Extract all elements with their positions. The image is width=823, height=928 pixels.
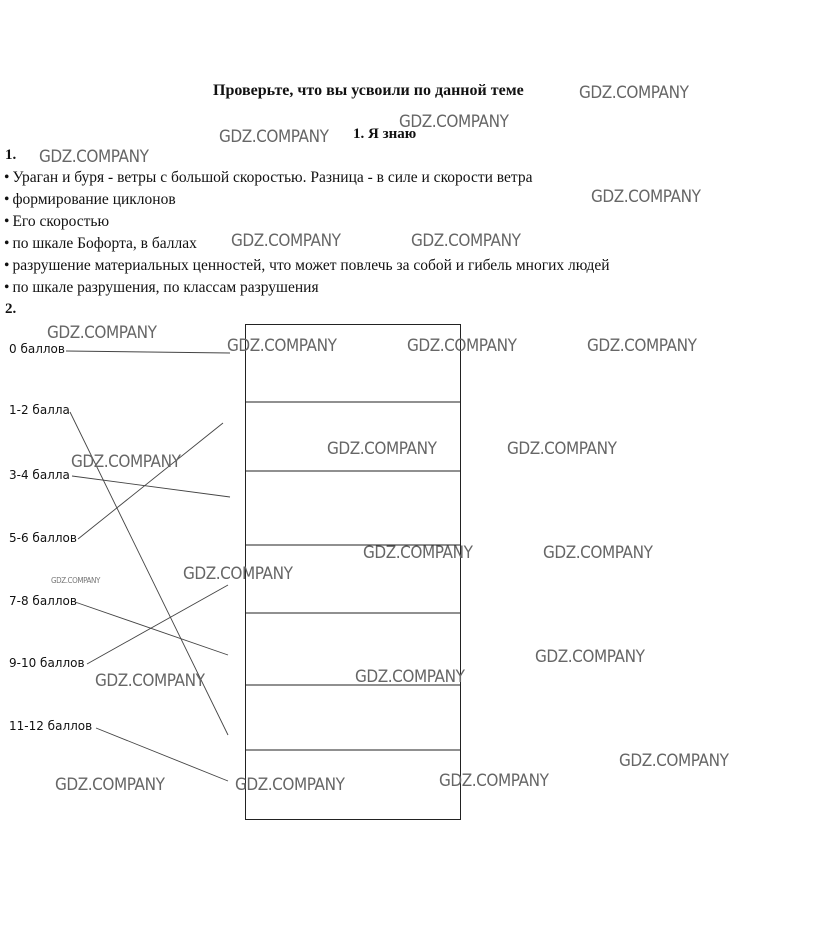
answer-5: • разрушение материальных ценностей, что может повлечь за собой и гибель многих людей xyxy=(4,257,610,275)
watermark: GDZ.COMPANY xyxy=(71,452,181,472)
watermark: GDZ.COMPANY xyxy=(579,83,689,103)
watermark: GDZ.COMPANY xyxy=(231,231,341,251)
watermark: GDZ.COMPANY xyxy=(407,336,517,356)
match-line-5-6 xyxy=(78,423,223,539)
answer-1: • Ураган и буря - ветры с большой скоростью. Разница - в силе и скорости ветра xyxy=(4,169,532,187)
match-line-11-12 xyxy=(96,728,228,781)
watermark: GDZ.COMPANY xyxy=(47,323,157,343)
match-line-9-10 xyxy=(87,585,228,664)
watermark: GDZ.COMPANY xyxy=(399,112,509,132)
watermark: GDZ.COMPANY xyxy=(219,127,329,147)
watermark: GDZ.COMPANY xyxy=(327,439,437,459)
answer-2: • формирование циклонов xyxy=(4,191,176,209)
watermark: GDZ.COMPANY xyxy=(587,336,697,356)
scale-label-7-8: 7-8 баллов xyxy=(9,594,77,608)
watermark: GDZ.COMPANY xyxy=(363,543,473,563)
match-line-7-8 xyxy=(75,602,228,655)
answer-4: • по шкале Бофорта, в баллах xyxy=(4,235,197,253)
scale-label-3-4: 3-4 балла xyxy=(9,468,70,482)
watermark: GDZ.COMPANY xyxy=(183,564,293,584)
section-subtitle: 1. Я знаю xyxy=(353,126,417,142)
watermark: GDZ.COMPANY xyxy=(51,576,100,585)
watermark: GDZ.COMPANY xyxy=(95,671,205,691)
scale-label-11-12: 11-12 баллов xyxy=(9,719,93,733)
watermark: GDZ.COMPANY xyxy=(55,775,165,795)
watermark: GDZ.COMPANY xyxy=(543,543,653,563)
watermark: GDZ.COMPANY xyxy=(591,187,701,207)
watermark: GDZ.COMPANY xyxy=(355,667,465,687)
watermark: GDZ.COMPANY xyxy=(535,647,645,667)
watermark: GDZ.COMPANY xyxy=(227,336,337,356)
answer-6: • по шкале разрушения, по классам разрушения xyxy=(4,279,319,297)
watermark: GDZ.COMPANY xyxy=(235,775,345,795)
answer-3: • Его скоростью xyxy=(4,213,109,231)
question-1-number: 1. xyxy=(5,147,17,163)
page-title: Проверьте, что вы усвоили по данной теме xyxy=(213,82,524,99)
watermark: GDZ.COMPANY xyxy=(619,751,729,771)
scale-label-5-6: 5-6 баллов xyxy=(9,531,77,545)
scale-label-9-10: 9-10 баллов xyxy=(9,656,85,670)
scale-label-1-2: 1-2 балла xyxy=(9,403,70,417)
match-line-3-4 xyxy=(72,476,230,497)
match-line-0 xyxy=(66,351,230,353)
watermark: GDZ.COMPANY xyxy=(439,771,549,791)
question-2-number: 2. xyxy=(5,301,17,317)
watermark: GDZ.COMPANY xyxy=(507,439,617,459)
watermark: GDZ.COMPANY xyxy=(411,231,521,251)
scale-label-0: 0 баллов xyxy=(9,342,65,356)
watermark: GDZ.COMPANY xyxy=(39,147,149,167)
